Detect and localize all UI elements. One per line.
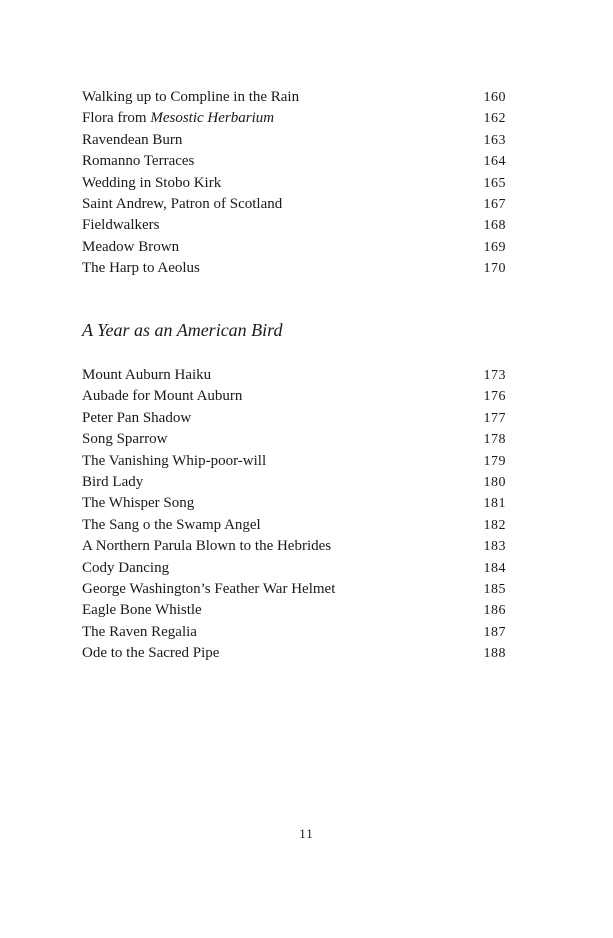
toc-entry [82, 215, 506, 236]
toc-entry-title: The Harp to Aeolus [82, 260, 200, 277]
toc-entry-page: 177 [483, 410, 506, 426]
toc-entry-page: 168 [483, 218, 506, 234]
toc-entry-page: 185 [483, 581, 506, 597]
toc-entry-title: Mount Auburn Haiku [82, 367, 212, 383]
toc-entry-page: 170 [483, 261, 506, 277]
toc-entry-page: 167 [483, 196, 506, 212]
toc-entry-title-prefix: Flora from [82, 110, 151, 127]
toc-entry-page: 188 [483, 646, 506, 662]
toc-entry [82, 130, 506, 151]
toc-entry [82, 173, 506, 194]
toc-entry-title: A Northern Parula Blown to the Hebrides [82, 538, 332, 555]
toc-entry [82, 643, 506, 664]
toc-entry-title: Romanno Terraces [82, 153, 195, 170]
toc-entry-title: Meadow Brown [82, 238, 180, 255]
toc-entry-title: Saint Andrew, Patron of Scotland [82, 195, 283, 212]
toc-entry [82, 622, 506, 643]
toc-entry-title: Wedding in Stobo Kirk [82, 174, 222, 191]
toc-entry-page: 162 [483, 111, 506, 127]
toc-entry [82, 87, 506, 108]
section-heading: A Year as an American Bird [82, 320, 283, 340]
toc-entry [82, 194, 506, 215]
toc-entry-title: Song Sparrow [82, 431, 168, 448]
toc-entry [82, 536, 506, 557]
toc-entry [82, 258, 506, 279]
toc-entry [82, 493, 506, 514]
toc-entry-page: 173 [483, 368, 506, 383]
page-number: 11 [299, 826, 314, 841]
toc-entry [82, 151, 506, 172]
toc-entry [82, 579, 506, 600]
toc-entry-page: 169 [483, 239, 506, 255]
toc-list-section [82, 365, 506, 664]
toc-entry-page: 178 [483, 432, 506, 448]
toc-entry-page: 186 [483, 603, 506, 619]
toc-entry-title-italic: Mesostic Herbarium [150, 110, 275, 127]
toc-entry-title: The Vanishing Whip-poor-will [82, 452, 267, 469]
toc-entry-title: Ravendean Burn [82, 131, 183, 148]
toc-entry [82, 408, 506, 429]
toc-entry [82, 600, 506, 621]
toc-entry-page: 163 [483, 132, 506, 148]
toc-entry [82, 451, 506, 472]
toc-entry [82, 515, 506, 536]
toc-entry-page: 183 [483, 539, 506, 555]
toc-entry-title: Fieldwalkers [82, 217, 160, 234]
toc-entry [82, 472, 506, 493]
toc-entry-title: George Washington’s Feather War Helmet [82, 580, 336, 597]
toc-entry [82, 386, 506, 407]
toc-entry-title [82, 108, 274, 129]
toc-entry-title: Ode to the Sacred Pipe [82, 645, 220, 662]
toc-entry [82, 365, 506, 386]
toc-entry [82, 429, 506, 450]
toc-entry-page: 182 [483, 517, 506, 533]
toc-entry [82, 237, 506, 258]
toc-entry [82, 558, 506, 579]
toc-entry-page: 180 [483, 474, 506, 490]
toc-entry-title: The Sang o the Swamp Angel [82, 516, 261, 533]
toc-entry-page: 184 [483, 560, 506, 576]
toc-entry-page: 181 [483, 496, 506, 512]
toc-entry-page: 165 [483, 175, 506, 191]
toc-entry-title: Cody Dancing [82, 559, 170, 576]
toc-entry [82, 108, 506, 129]
toc-entry-title: The Raven Regalia [82, 623, 197, 640]
toc-entry-title: Aubade for Mount Auburn [82, 388, 243, 405]
toc-entry-title: The Whisper Song [82, 495, 195, 512]
toc-entry-title: Peter Pan Shadow [82, 409, 192, 426]
toc-entry-page: 179 [483, 453, 506, 469]
toc-entry-title: Eagle Bone Whistle [82, 602, 202, 619]
toc-entry-page: 160 [483, 90, 506, 105]
toc-entry-title: Bird Lady [82, 473, 144, 490]
toc-list-continued [82, 87, 506, 280]
toc-entry-page: 187 [483, 624, 506, 640]
toc-entry-page: 164 [483, 154, 506, 170]
toc-entry-page: 176 [483, 389, 506, 405]
toc-entry-title: Walking up to Compline in the Rain [82, 89, 300, 105]
